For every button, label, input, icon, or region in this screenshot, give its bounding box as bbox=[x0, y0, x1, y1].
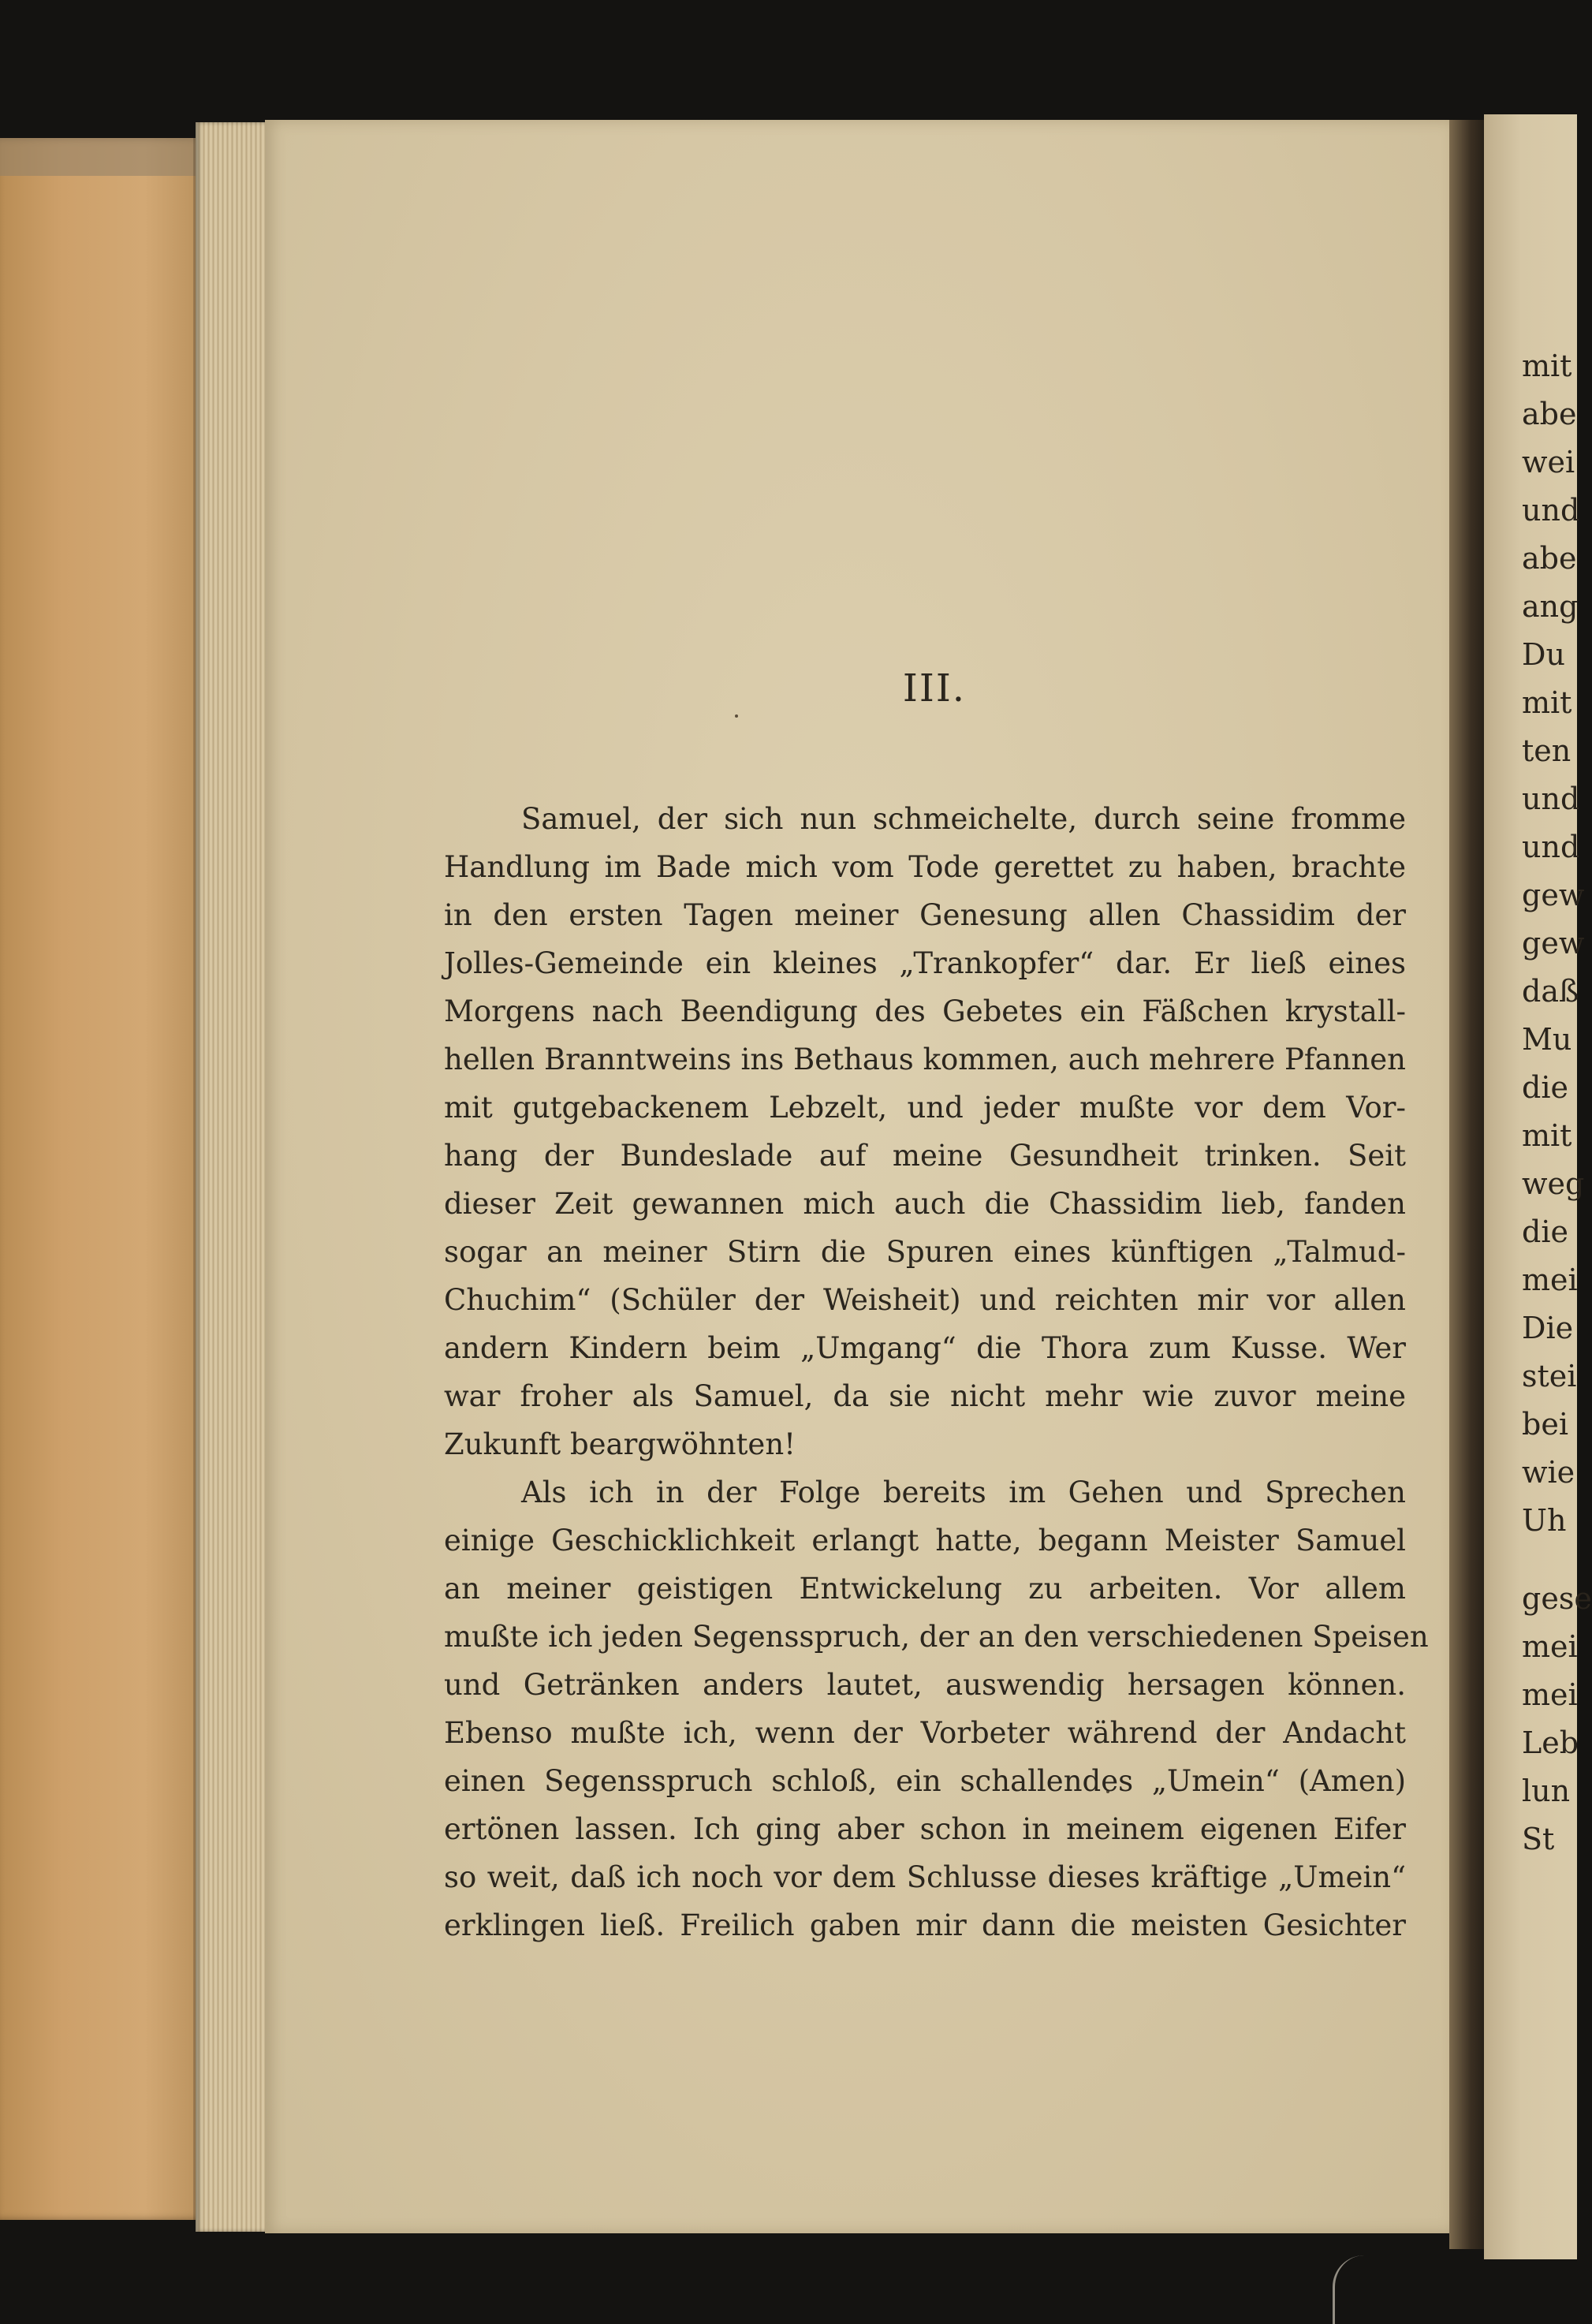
facing-line: weg bbox=[1522, 1166, 1585, 1201]
text-line: Samuel, der sich nun schmeichelte, durch seine fromme bbox=[521, 802, 1406, 836]
facing-line: Du bbox=[1522, 637, 1565, 672]
paper-crease bbox=[1333, 2255, 1366, 2324]
text-line: hellen Branntweins ins Bethaus kommen, auch mehrere Pfannen bbox=[444, 1043, 1406, 1076]
facing-line: und bbox=[1522, 830, 1580, 864]
text-line: ertönen lassen. Ich ging aber schon in meinem eigenen Eifer bbox=[444, 1812, 1406, 1846]
text-line: erklingen ließ. Freilich gaben mir dann die meisten Gesichter bbox=[444, 1908, 1406, 1942]
left-cover-board bbox=[0, 138, 207, 2220]
text-line: Morgens nach Beendigung des Gebetes ein Fäßchen krystall- bbox=[444, 994, 1406, 1028]
text-line: Handlung im Bade mich vom Tode gerettet zu haben, brachte bbox=[444, 850, 1406, 884]
book-gutter bbox=[1449, 120, 1489, 2249]
text-line: andern Kindern beim „Umgang“ die Thora zum Kusse. Wer bbox=[444, 1331, 1406, 1365]
chapter-heading: III. bbox=[902, 666, 967, 711]
text-line: Chuchim“ (Schüler der Weisheit) und reichten mir vor allen bbox=[444, 1283, 1406, 1317]
cover-top-edge bbox=[0, 138, 201, 176]
facing-line: wei bbox=[1522, 445, 1575, 479]
text-line: an meiner geistigen Entwickelung zu arbeiten. Vor allem bbox=[444, 1572, 1406, 1606]
text-line: mußte ich jeden Segensspruch, der an den verschiedenen Speisen bbox=[444, 1620, 1429, 1654]
text-line: mit gutgebackenem Lebzelt, und jeder mußte vor dem Vor- bbox=[444, 1091, 1406, 1125]
text-line: hang der Bundeslade auf meine Gesundheit trinken. Seit bbox=[444, 1139, 1406, 1173]
text-line: so weit, daß ich noch vor dem Schlusse dieses kräftige „Umein“ bbox=[444, 1860, 1406, 1894]
facing-line: Leb bbox=[1522, 1725, 1579, 1760]
text-line: und Getränken anders lautet, auswendig hersagen können. bbox=[444, 1668, 1406, 1702]
facing-line: gew bbox=[1522, 878, 1585, 912]
facing-line: ten bbox=[1522, 733, 1571, 768]
text-line: war froher als Samuel, da sie nicht mehr wie zuvor meine bbox=[444, 1379, 1406, 1413]
facing-line: mit bbox=[1522, 685, 1572, 720]
facing-page bbox=[1484, 114, 1592, 2259]
text-line: in den ersten Tagen meiner Genesung allen Chassidim der bbox=[444, 898, 1406, 932]
text-line: Als ich in der Folge bereits im Gehen und Sprechen bbox=[521, 1475, 1406, 1509]
facing-line: Mu bbox=[1522, 1022, 1572, 1057]
facing-line: mei bbox=[1522, 1629, 1578, 1664]
facing-line: Die bbox=[1522, 1311, 1574, 1345]
facing-line: daß bbox=[1522, 974, 1579, 1009]
text-line: sogar an meiner Stirn die Spuren eines künftigen „Talmud- bbox=[444, 1235, 1406, 1269]
facing-line: mei bbox=[1522, 1677, 1578, 1712]
facing-line: wie bbox=[1522, 1455, 1575, 1490]
facing-line: und bbox=[1522, 782, 1580, 816]
text-line: Ebenso mußte ich, wenn der Vorbeter während der Andacht bbox=[444, 1716, 1406, 1750]
ink-speck bbox=[735, 714, 738, 718]
facing-line: die bbox=[1522, 1214, 1568, 1249]
facing-line: stei bbox=[1522, 1359, 1577, 1393]
facing-line: mit bbox=[1522, 349, 1572, 383]
facing-line: gew bbox=[1522, 926, 1585, 961]
facing-line: ang bbox=[1522, 589, 1579, 624]
text-line: Jolles-Gemeinde ein kleines „Trankopfer“ dar. Er ließ eines bbox=[444, 946, 1406, 980]
page-edges bbox=[196, 122, 270, 2232]
facing-line: abe bbox=[1522, 541, 1577, 576]
facing-line: mei bbox=[1522, 1263, 1578, 1297]
text-line: Zukunft beargwöhnten! bbox=[444, 1427, 796, 1461]
text-line: einen Segensspruch schloß, ein schallendes „Umein“ (Amen) bbox=[444, 1764, 1406, 1798]
facing-line: St bbox=[1522, 1822, 1555, 1856]
facing-line: bei bbox=[1522, 1407, 1568, 1442]
facing-line: mit bbox=[1522, 1118, 1572, 1153]
facing-line: die bbox=[1522, 1070, 1568, 1105]
facing-line: gese bbox=[1522, 1581, 1592, 1616]
facing-line: abe bbox=[1522, 397, 1577, 431]
facing-line: und bbox=[1522, 493, 1580, 528]
text-line: einige Geschicklichkeit erlangt hatte, begann Meister Samuel bbox=[444, 1524, 1406, 1557]
text-line: dieser Zeit gewannen mich auch die Chassidim lieb, fanden bbox=[444, 1187, 1406, 1221]
facing-line: lun bbox=[1522, 1774, 1571, 1808]
facing-line: Uh bbox=[1522, 1503, 1567, 1538]
